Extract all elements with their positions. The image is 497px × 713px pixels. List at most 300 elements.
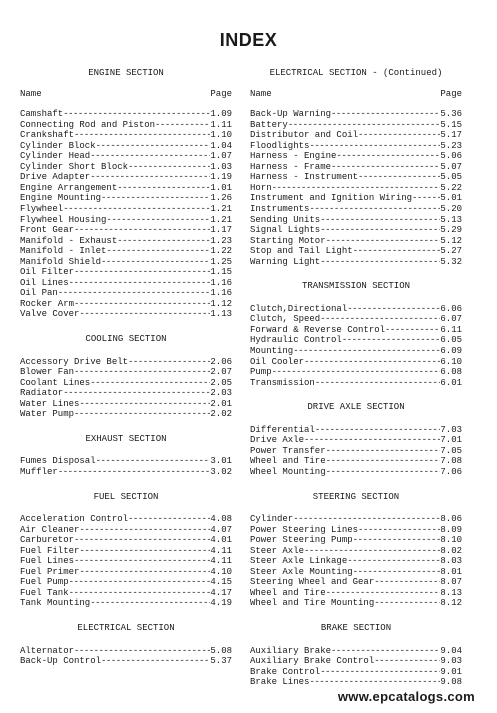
entry-name: Pump <box>250 367 272 378</box>
entry-name: Transmission <box>250 377 315 388</box>
section-heading: COOLING SECTION <box>85 334 167 345</box>
index-entry <box>250 535 462 546</box>
entry-page: 1.21 <box>210 204 232 215</box>
entry-name: Fuel Pump <box>20 577 69 588</box>
entry-name: Cylinder Head <box>20 151 91 162</box>
entry-page: 5.17 <box>440 130 462 141</box>
entry-page: 9.04 <box>440 645 462 656</box>
column-header-page: Page <box>210 88 232 99</box>
leader-dashes <box>320 257 440 268</box>
leader-dashes <box>90 172 210 183</box>
leader-dashes <box>412 193 440 204</box>
entry-page: 6.09 <box>440 346 462 357</box>
leader-dashes <box>309 204 440 215</box>
entry-page: 1.17 <box>210 225 232 236</box>
index-entry <box>250 141 462 152</box>
leader-dashes <box>293 514 440 525</box>
entry-page: 5.20 <box>440 204 462 215</box>
entry-name: Drive Axle <box>250 435 305 446</box>
leader-dashes <box>326 456 441 467</box>
leader-dashes <box>353 535 441 546</box>
right-column <box>250 68 462 688</box>
entry-page: 4.07 <box>210 524 232 535</box>
entry-name: Harness - Frame <box>250 161 332 172</box>
entry-page: 5.06 <box>440 151 462 162</box>
entry-page: 7.06 <box>440 466 462 477</box>
section-heading: STEERING SECTION <box>312 491 400 502</box>
entry-name: Auxiliary Brake Control <box>250 656 375 667</box>
index-entry <box>250 598 462 609</box>
index-entry <box>250 588 462 599</box>
leader-dashes <box>90 598 210 609</box>
entry-page: 6.10 <box>440 356 462 367</box>
entry-page: 3.02 <box>210 466 232 477</box>
entry-name: Forward & Reverse Control <box>250 324 386 335</box>
leader-dashes <box>79 546 210 557</box>
entry-name: Battery <box>250 119 288 130</box>
entry-page: 9.01 <box>440 666 462 677</box>
leader-dashes <box>69 577 211 588</box>
index-entry <box>20 278 232 289</box>
leader-dashes <box>74 367 210 378</box>
leader-dashes <box>358 172 440 183</box>
entry-page: 7.08 <box>440 456 462 467</box>
index-entry <box>20 357 232 368</box>
index-entry <box>250 646 462 657</box>
leader-dashes <box>304 357 440 368</box>
left-column <box>20 68 232 667</box>
leader-dashes <box>315 378 441 389</box>
leader-dashes <box>74 130 210 141</box>
index-entry <box>20 215 232 226</box>
leader-dashes <box>374 577 440 588</box>
index-entry <box>20 646 232 657</box>
index-entry <box>250 577 462 588</box>
leader-dashes <box>74 556 210 567</box>
entry-name: Power Transfer <box>250 445 326 456</box>
leader-dashes <box>326 236 441 247</box>
index-entry <box>250 556 462 567</box>
entry-name: Fuel Primer <box>20 566 80 577</box>
entry-page: 4.17 <box>210 587 232 598</box>
index-entry <box>20 246 232 257</box>
leader-dashes <box>63 388 210 399</box>
entry-page: 4.01 <box>210 535 232 546</box>
leader-dashes <box>117 183 210 194</box>
leader-dashes <box>74 225 210 236</box>
entry-page: 1.19 <box>210 172 232 183</box>
entry-name: Back-Up Warning <box>250 109 332 120</box>
entry-name: Wheel and Tire <box>250 587 326 598</box>
entry-page: 6.11 <box>440 324 462 335</box>
leader-dashes <box>79 399 210 410</box>
entry-name: Front Gear <box>20 225 75 236</box>
leader-dashes <box>101 257 210 268</box>
entry-name: Signal Lights <box>250 225 321 236</box>
leader-dashes <box>128 357 210 368</box>
leader-dashes <box>358 130 440 141</box>
entry-page: 1.12 <box>210 298 232 309</box>
index-entry <box>20 120 232 131</box>
leader-dashes <box>106 246 210 257</box>
leader-dashes <box>326 446 441 457</box>
entry-name: Steer Axle Mounting <box>250 566 353 577</box>
index-entry <box>250 346 462 357</box>
entry-name: Water Lines <box>20 398 80 409</box>
entry-name: Muffler <box>20 466 58 477</box>
entry-name: Wheel and Tire Mounting <box>250 598 375 609</box>
entry-name: Differential <box>250 424 315 435</box>
entry-page: 3.01 <box>210 456 232 467</box>
entry-page: 6.07 <box>440 314 462 325</box>
leader-dashes <box>320 215 440 226</box>
index-entry <box>20 172 232 183</box>
entry-page: 5.15 <box>440 119 462 130</box>
leader-dashes <box>79 567 210 578</box>
index-entry <box>20 288 232 299</box>
leader-dashes <box>96 456 211 467</box>
index-entry <box>20 236 232 247</box>
entry-page: 1.04 <box>210 140 232 151</box>
entry-page: 2.06 <box>210 356 232 367</box>
leader-dashes <box>74 299 210 310</box>
leader-dashes <box>63 204 210 215</box>
entry-name: Brake Control <box>250 666 321 677</box>
entry-name: Steering Wheel and Gear <box>250 577 375 588</box>
index-entry <box>250 257 462 268</box>
leader-dashes <box>331 646 440 657</box>
entry-page: 2.02 <box>210 409 232 420</box>
entry-page: 6.08 <box>440 367 462 378</box>
leader-dashes <box>63 109 210 120</box>
entry-name: Fuel Lines <box>20 556 75 567</box>
entry-name: Oil Filter <box>20 267 75 278</box>
index-entry <box>250 435 462 446</box>
entry-name: Power Steering Lines <box>250 524 359 535</box>
entry-page: 5.36 <box>440 109 462 120</box>
leader-dashes <box>331 162 440 173</box>
entry-name: Connecting Rod and Piston <box>20 119 156 130</box>
index-entry <box>250 677 462 688</box>
index-entry <box>250 335 462 346</box>
index-entry <box>250 325 462 336</box>
entry-page: 4.08 <box>210 514 232 525</box>
leader-dashes <box>326 467 441 478</box>
entry-page: 8.06 <box>440 514 462 525</box>
leader-dashes <box>79 309 210 320</box>
entry-name: Floodlights <box>250 140 310 151</box>
leader-dashes <box>96 141 211 152</box>
entry-page: 8.10 <box>440 535 462 546</box>
entry-page: 2.03 <box>210 388 232 399</box>
entry-name: Drive Adapter <box>20 172 91 183</box>
leader-dashes <box>74 646 210 657</box>
entry-page: 1.07 <box>210 151 232 162</box>
entry-page: 5.12 <box>440 235 462 246</box>
entry-page: 2.05 <box>210 377 232 388</box>
index-entry <box>250 130 462 141</box>
entry-name: Mounting <box>250 346 294 357</box>
leader-dashes <box>69 278 211 289</box>
entry-page: 1.11 <box>210 119 232 130</box>
entry-page: 5.13 <box>440 214 462 225</box>
index-entry <box>20 567 232 578</box>
entry-name: Auxiliary Brake <box>250 645 332 656</box>
index-entry <box>250 193 462 204</box>
entry-page: 1.23 <box>210 235 232 246</box>
leader-dashes <box>326 588 441 599</box>
index-entry <box>250 304 462 315</box>
index-entry <box>20 299 232 310</box>
entry-page: 1.09 <box>210 109 232 120</box>
entry-name: Distributor and Coil <box>250 130 359 141</box>
entry-page: 8.07 <box>440 577 462 588</box>
entry-page: 4.19 <box>210 598 232 609</box>
index-entry <box>20 367 232 378</box>
leader-dashes <box>155 120 210 131</box>
section-heading: FUEL SECTION <box>93 491 159 502</box>
entry-name: Hydraulic Control <box>250 335 342 346</box>
entry-page: 1.16 <box>210 288 232 299</box>
leader-dashes <box>358 525 440 536</box>
index-entry <box>20 193 232 204</box>
index-entry <box>250 446 462 457</box>
column-header-name: Name <box>20 88 42 99</box>
entry-name: Manifold - Inlet <box>20 246 107 257</box>
entry-name: Engine Arrangement <box>20 182 118 193</box>
leader-dashes <box>353 567 441 578</box>
entry-page: 4.10 <box>210 566 232 577</box>
index-entry <box>20 225 232 236</box>
index-entry <box>250 236 462 247</box>
entry-name: Horn <box>250 182 272 193</box>
entry-page: 1.25 <box>210 256 232 267</box>
index-entry <box>250 667 462 678</box>
index-entry <box>20 409 232 420</box>
section-heading: ENGINE SECTION <box>88 68 164 78</box>
leader-dashes <box>101 656 210 667</box>
leader-dashes <box>347 304 440 315</box>
entry-page: 1.13 <box>210 309 232 320</box>
leader-dashes <box>336 151 440 162</box>
leader-dashes <box>353 246 441 257</box>
index-entry <box>20 378 232 389</box>
entry-name: Crankshaft <box>20 130 75 141</box>
index-entry <box>20 467 232 478</box>
index-entry <box>20 109 232 120</box>
leader-dashes <box>90 151 210 162</box>
leader-dashes <box>272 367 441 378</box>
leader-dashes <box>272 183 441 194</box>
leader-dashes <box>106 215 210 226</box>
entry-name: Power Steering Pump <box>250 535 353 546</box>
index-entry <box>250 183 462 194</box>
leader-dashes <box>293 346 440 357</box>
index-entry <box>20 546 232 557</box>
entry-page: 5.07 <box>440 161 462 172</box>
entry-name: Harness - Instrument <box>250 172 359 183</box>
entry-name: Wheel Mounting <box>250 466 326 477</box>
index-entry <box>20 388 232 399</box>
entry-page: 5.27 <box>440 246 462 257</box>
entry-name: Valve Cover <box>20 309 80 320</box>
entry-page: 4.11 <box>210 545 232 556</box>
section-heading: DRIVE AXLE SECTION <box>307 402 405 413</box>
column-header-name: Name <box>250 88 272 99</box>
entry-page: 8.09 <box>440 524 462 535</box>
entry-name: Stop and Tail Light <box>250 246 353 257</box>
entry-name: Accessory Drive Belt <box>20 356 129 367</box>
index-entry <box>20 525 232 536</box>
entry-page: 8.02 <box>440 545 462 556</box>
leader-dashes <box>117 236 210 247</box>
index-entry <box>20 577 232 588</box>
entry-name: Tank Mounting <box>20 598 91 609</box>
entry-name: Clutch,Directional <box>250 303 348 314</box>
index-entry <box>250 525 462 536</box>
entry-name: Carburetor <box>20 535 75 546</box>
entry-name: Blower Fan <box>20 367 75 378</box>
entry-name: Radiator <box>20 388 64 399</box>
index-entry <box>250 162 462 173</box>
index-entry <box>20 204 232 215</box>
entry-name: Instrument and Ignition Wiring <box>250 193 413 204</box>
leader-dashes <box>309 141 440 152</box>
leader-dashes <box>347 556 440 567</box>
entry-name: Manifold Shield <box>20 256 102 267</box>
entry-name: Starting Motor <box>250 235 326 246</box>
entry-page: 2.01 <box>210 398 232 409</box>
leader-dashes <box>342 335 441 346</box>
entry-name: Alternator <box>20 645 75 656</box>
section-heading: EXHAUST SECTION <box>85 433 167 444</box>
column-header <box>250 89 462 100</box>
entry-name: Sending Units <box>250 214 321 225</box>
entry-name: Rocker Arm <box>20 298 75 309</box>
entry-name: Warning Light <box>250 256 321 267</box>
entry-page: 5.05 <box>440 172 462 183</box>
entry-name: Oil Cooler <box>250 356 305 367</box>
entry-name: Back-Up Control <box>20 656 102 667</box>
entry-page: 5.01 <box>440 193 462 204</box>
entry-page: 1.10 <box>210 130 232 141</box>
leader-dashes <box>74 267 210 278</box>
index-entry <box>250 151 462 162</box>
index-entry <box>20 399 232 410</box>
index-entry <box>20 267 232 278</box>
entry-page: 9.03 <box>440 656 462 667</box>
entry-page: 2.07 <box>210 367 232 378</box>
index-entry <box>250 425 462 436</box>
entry-name: Steer Axle <box>250 545 305 556</box>
entry-name: Steer Axle Linkage <box>250 556 348 567</box>
section-heading: ELECTRICAL SECTION - (Continued) <box>269 68 443 78</box>
index-entry <box>250 204 462 215</box>
index-entry <box>20 309 232 320</box>
index-entry <box>20 456 232 467</box>
index-entry <box>250 215 462 226</box>
index-entry <box>250 514 462 525</box>
leader-dashes <box>74 409 210 420</box>
entry-name: Fuel Filter <box>20 545 80 556</box>
index-entry <box>250 109 462 120</box>
entry-page: 6.01 <box>440 377 462 388</box>
entry-name: Air Cleaner <box>20 524 80 535</box>
index-entry <box>250 656 462 667</box>
section-heading: BRAKE SECTION <box>320 622 392 633</box>
index-entry <box>20 141 232 152</box>
index-entry <box>250 456 462 467</box>
entry-page: 7.01 <box>440 435 462 446</box>
index-entry <box>20 257 232 268</box>
entry-page: 4.11 <box>210 556 232 567</box>
entry-name: Brake Lines <box>250 677 310 688</box>
column-header <box>20 89 232 100</box>
page-title: INDEX <box>219 30 278 50</box>
entry-page: 5.32 <box>440 256 462 267</box>
entry-page: 8.12 <box>440 598 462 609</box>
entry-page: 5.37 <box>210 656 232 667</box>
index-entry <box>20 656 232 667</box>
index-entry <box>250 246 462 257</box>
entry-name: Acceleration Control <box>20 514 129 525</box>
entry-page: 5.08 <box>210 645 232 656</box>
section-heading: TRANSMISSION SECTION <box>301 281 411 292</box>
index-entry <box>250 172 462 183</box>
entry-name: Camshaft <box>20 109 64 120</box>
index-entry <box>20 588 232 599</box>
entry-name: Harness - Engine <box>250 151 337 162</box>
leader-dashes <box>304 546 440 557</box>
entry-page: 8.01 <box>440 566 462 577</box>
index-entry <box>20 151 232 162</box>
entry-page: 1.21 <box>210 214 232 225</box>
entry-name: Flywheel Housing <box>20 214 107 225</box>
entry-name: Instruments <box>250 204 310 215</box>
section-heading: ELECTRICAL SECTION <box>77 622 175 633</box>
entry-name: Wheel and Tire <box>250 456 326 467</box>
leader-dashes <box>288 120 441 131</box>
index-entry <box>250 357 462 368</box>
leader-dashes <box>74 535 210 546</box>
entry-name: Oil Pan <box>20 288 58 299</box>
index-entry <box>20 535 232 546</box>
entry-page: 5.29 <box>440 225 462 236</box>
leader-dashes <box>128 162 210 173</box>
entry-page: 1.22 <box>210 246 232 257</box>
entry-name: Flywheel <box>20 204 64 215</box>
entry-page: 1.03 <box>210 161 232 172</box>
column-header-page: Page <box>440 88 462 99</box>
index-entry <box>20 130 232 141</box>
index-entry <box>20 162 232 173</box>
leader-dashes <box>374 656 440 667</box>
entry-name: Water Pump <box>20 409 75 420</box>
index-entry <box>250 378 462 389</box>
index-entry <box>250 314 462 325</box>
entry-page: 8.13 <box>440 587 462 598</box>
watermark-url[interactable]: www.epcatalogs.com <box>337 689 475 704</box>
entry-page: 4.15 <box>210 577 232 588</box>
leader-dashes <box>304 435 440 446</box>
leader-dashes <box>331 109 440 120</box>
entry-page: 7.05 <box>440 445 462 456</box>
index-entry <box>20 598 232 609</box>
leader-dashes <box>385 325 440 336</box>
entry-name: Clutch, Speed <box>250 314 321 325</box>
entry-name: Cylinder Block <box>20 140 96 151</box>
index-entry <box>20 556 232 567</box>
